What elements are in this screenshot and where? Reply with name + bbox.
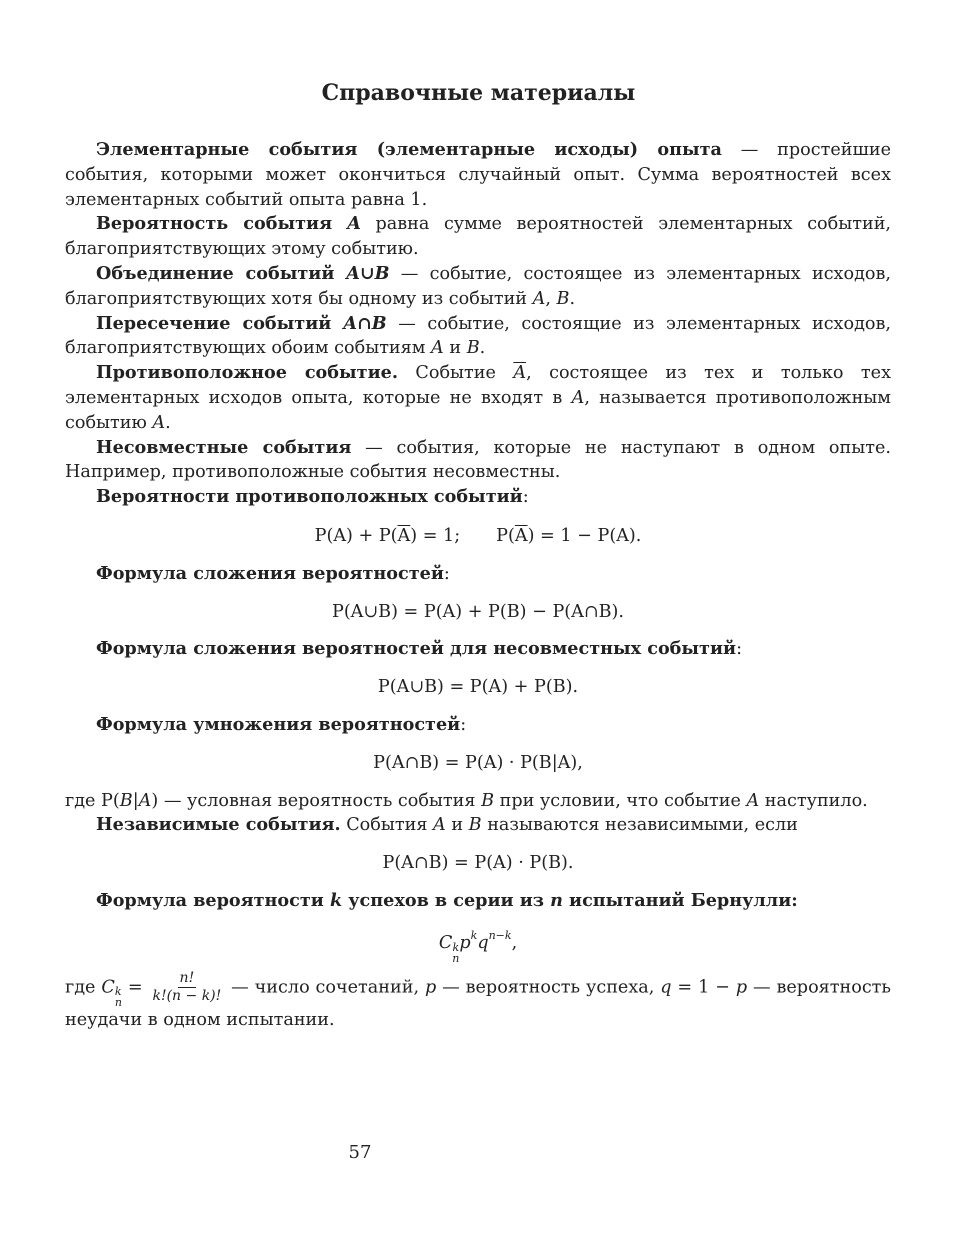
paragraph-independent xyxy=(65,813,891,838)
var: A xyxy=(347,213,361,235)
text: , состоящее из тех и только тех элементарных исходов опыта, которые не входят в xyxy=(65,363,891,408)
var-a: A xyxy=(433,815,446,836)
formula-independent: P(A∩B) = P(A) · P(B). xyxy=(382,853,574,874)
term: Пересечение событий xyxy=(96,312,344,334)
sup: n−k xyxy=(488,928,512,942)
bar: | xyxy=(132,790,139,811)
formula-bernoulli xyxy=(65,924,891,964)
term: успехов в серии из xyxy=(342,889,551,911)
text: называются независимыми, если xyxy=(481,815,798,836)
formula-addition-incompatible: P(A∪B) = P(A) + P(B). xyxy=(377,677,579,698)
var-k: k xyxy=(329,889,343,911)
var-q: q xyxy=(660,977,672,998)
content xyxy=(65,138,891,1033)
paragraph-conditional xyxy=(65,789,891,814)
text: — вероятность неудачи в одном испытании. xyxy=(65,977,891,1031)
fraction xyxy=(150,970,223,1005)
var-a: A xyxy=(532,288,546,309)
term: Противоположное событие. xyxy=(96,362,398,384)
page-title: Справочные материалы xyxy=(321,80,636,106)
formula-multiplication: P(A∩B) = P(A) · P(B|A), xyxy=(373,752,583,773)
var-b: B xyxy=(466,338,480,359)
colon: : xyxy=(522,487,529,508)
sub-n: n xyxy=(452,951,460,965)
text: где xyxy=(65,977,102,998)
term: Независимые события. xyxy=(96,814,341,836)
var-a: A xyxy=(152,412,166,433)
paragraph-union xyxy=(65,262,891,312)
heading-multiplication xyxy=(65,713,891,738)
end: . xyxy=(569,288,576,309)
heading-addition xyxy=(65,562,891,587)
c: C xyxy=(101,977,115,998)
paragraph-complement xyxy=(65,361,891,435)
and: и xyxy=(445,815,469,836)
formula-abar: $\overline{A}$ xyxy=(397,525,411,546)
eq: = xyxy=(121,977,149,998)
text: ) — условная вероятность события xyxy=(151,790,482,811)
text: Событие xyxy=(397,363,514,384)
expr: A∪B xyxy=(346,262,390,284)
text: — число сочетаний, xyxy=(225,977,425,998)
var-p: p xyxy=(424,977,437,998)
var-a: A xyxy=(431,338,444,359)
paragraph-probability xyxy=(65,212,891,262)
paragraph-intersection xyxy=(65,312,891,362)
term: Формула вероятности xyxy=(96,889,330,911)
sup-k: k xyxy=(452,940,460,954)
var-b: B xyxy=(481,790,494,811)
page-number: 57 xyxy=(348,1142,372,1163)
var-a: A xyxy=(138,790,152,811)
paragraph-incompatible xyxy=(65,436,891,486)
paragraph-combinations xyxy=(65,970,891,1033)
sup-k: k xyxy=(114,985,122,999)
text: равна сумме вероятностей элементарных событий, благоприятствующих этому событию. xyxy=(65,214,892,260)
term: Формула сложения вероятностей xyxy=(96,562,444,584)
denominator: k!(n − k)! xyxy=(152,987,222,1004)
numerator: n! xyxy=(179,969,195,986)
var-a: A xyxy=(571,387,585,408)
formula-part: P(A) + P( xyxy=(314,525,398,546)
colon: : xyxy=(443,563,450,584)
var-b: B xyxy=(556,288,570,309)
term: Формула сложения вероятностей для несовместных событий xyxy=(96,638,737,660)
var-a-bar: $\overline{A}$ xyxy=(513,363,527,384)
colon: : xyxy=(736,639,742,660)
formula-part: ) = 1; xyxy=(410,525,461,546)
sep: , xyxy=(545,288,557,309)
end: . xyxy=(479,338,486,359)
text: = 1 − xyxy=(671,977,736,998)
var-n: n xyxy=(550,889,563,911)
colon: : xyxy=(460,714,467,735)
text: , называется противоположным событию xyxy=(65,387,891,433)
text: — событие, состоящее из элементарных исходов, благоприятствующих хотя бы одному из событий xyxy=(65,263,891,309)
end: . xyxy=(165,412,171,433)
formula-part: ) = 1 − P(A). xyxy=(527,525,642,546)
text: — простейшие события, которыми может окончиться случайный опыт. Сумма вероятностей всех элементарных событий опыта равна 1. xyxy=(65,140,891,210)
term: Несовместные события xyxy=(96,436,352,458)
text: — событие, состоящие из элементарных исходов, благоприятствующих обоим событиям xyxy=(65,313,891,359)
var-a: A xyxy=(746,790,760,811)
var-b: B xyxy=(119,790,133,811)
term: Вероятность события xyxy=(96,213,348,235)
sup: k xyxy=(470,928,478,942)
formula-addition: P(A∪B) = P(A) + P(B) − P(A∩B). xyxy=(331,601,625,622)
text: — события, которые не наступают в одном опыте. Например, противоположные события несовместны. xyxy=(65,437,891,483)
q: q xyxy=(477,932,489,953)
var-p: p xyxy=(735,977,748,998)
term: Объединение событий xyxy=(96,262,347,284)
expr: A∩B xyxy=(343,312,387,334)
text: где P( xyxy=(65,790,120,811)
paragraph-elementary-events xyxy=(65,138,891,212)
text: События xyxy=(340,815,434,836)
var-b: B xyxy=(468,815,482,836)
p: p xyxy=(459,932,471,953)
term: Формула умножения вероятностей xyxy=(96,713,461,735)
term: испытаний Бернулли: xyxy=(562,889,798,911)
text: — вероятность успеха, xyxy=(436,977,661,998)
formula-abar: $\overline{A}$ xyxy=(514,525,528,546)
formula-opposite xyxy=(65,524,891,549)
heading-addition-incompatible xyxy=(65,637,891,662)
text: наступило. xyxy=(759,790,868,811)
sub-n: n xyxy=(114,996,122,1010)
formula-part: P( xyxy=(496,525,515,546)
heading-opposite-probabilities xyxy=(65,485,891,510)
term: Элементарные события (элементарные исходы) опыта xyxy=(96,139,722,160)
heading-bernoulli xyxy=(65,889,891,914)
text: при условии, что событие xyxy=(494,790,747,811)
c: C xyxy=(438,932,453,953)
and: и xyxy=(443,338,467,359)
term: Вероятности противоположных событий xyxy=(96,486,523,508)
end: , xyxy=(511,932,518,953)
